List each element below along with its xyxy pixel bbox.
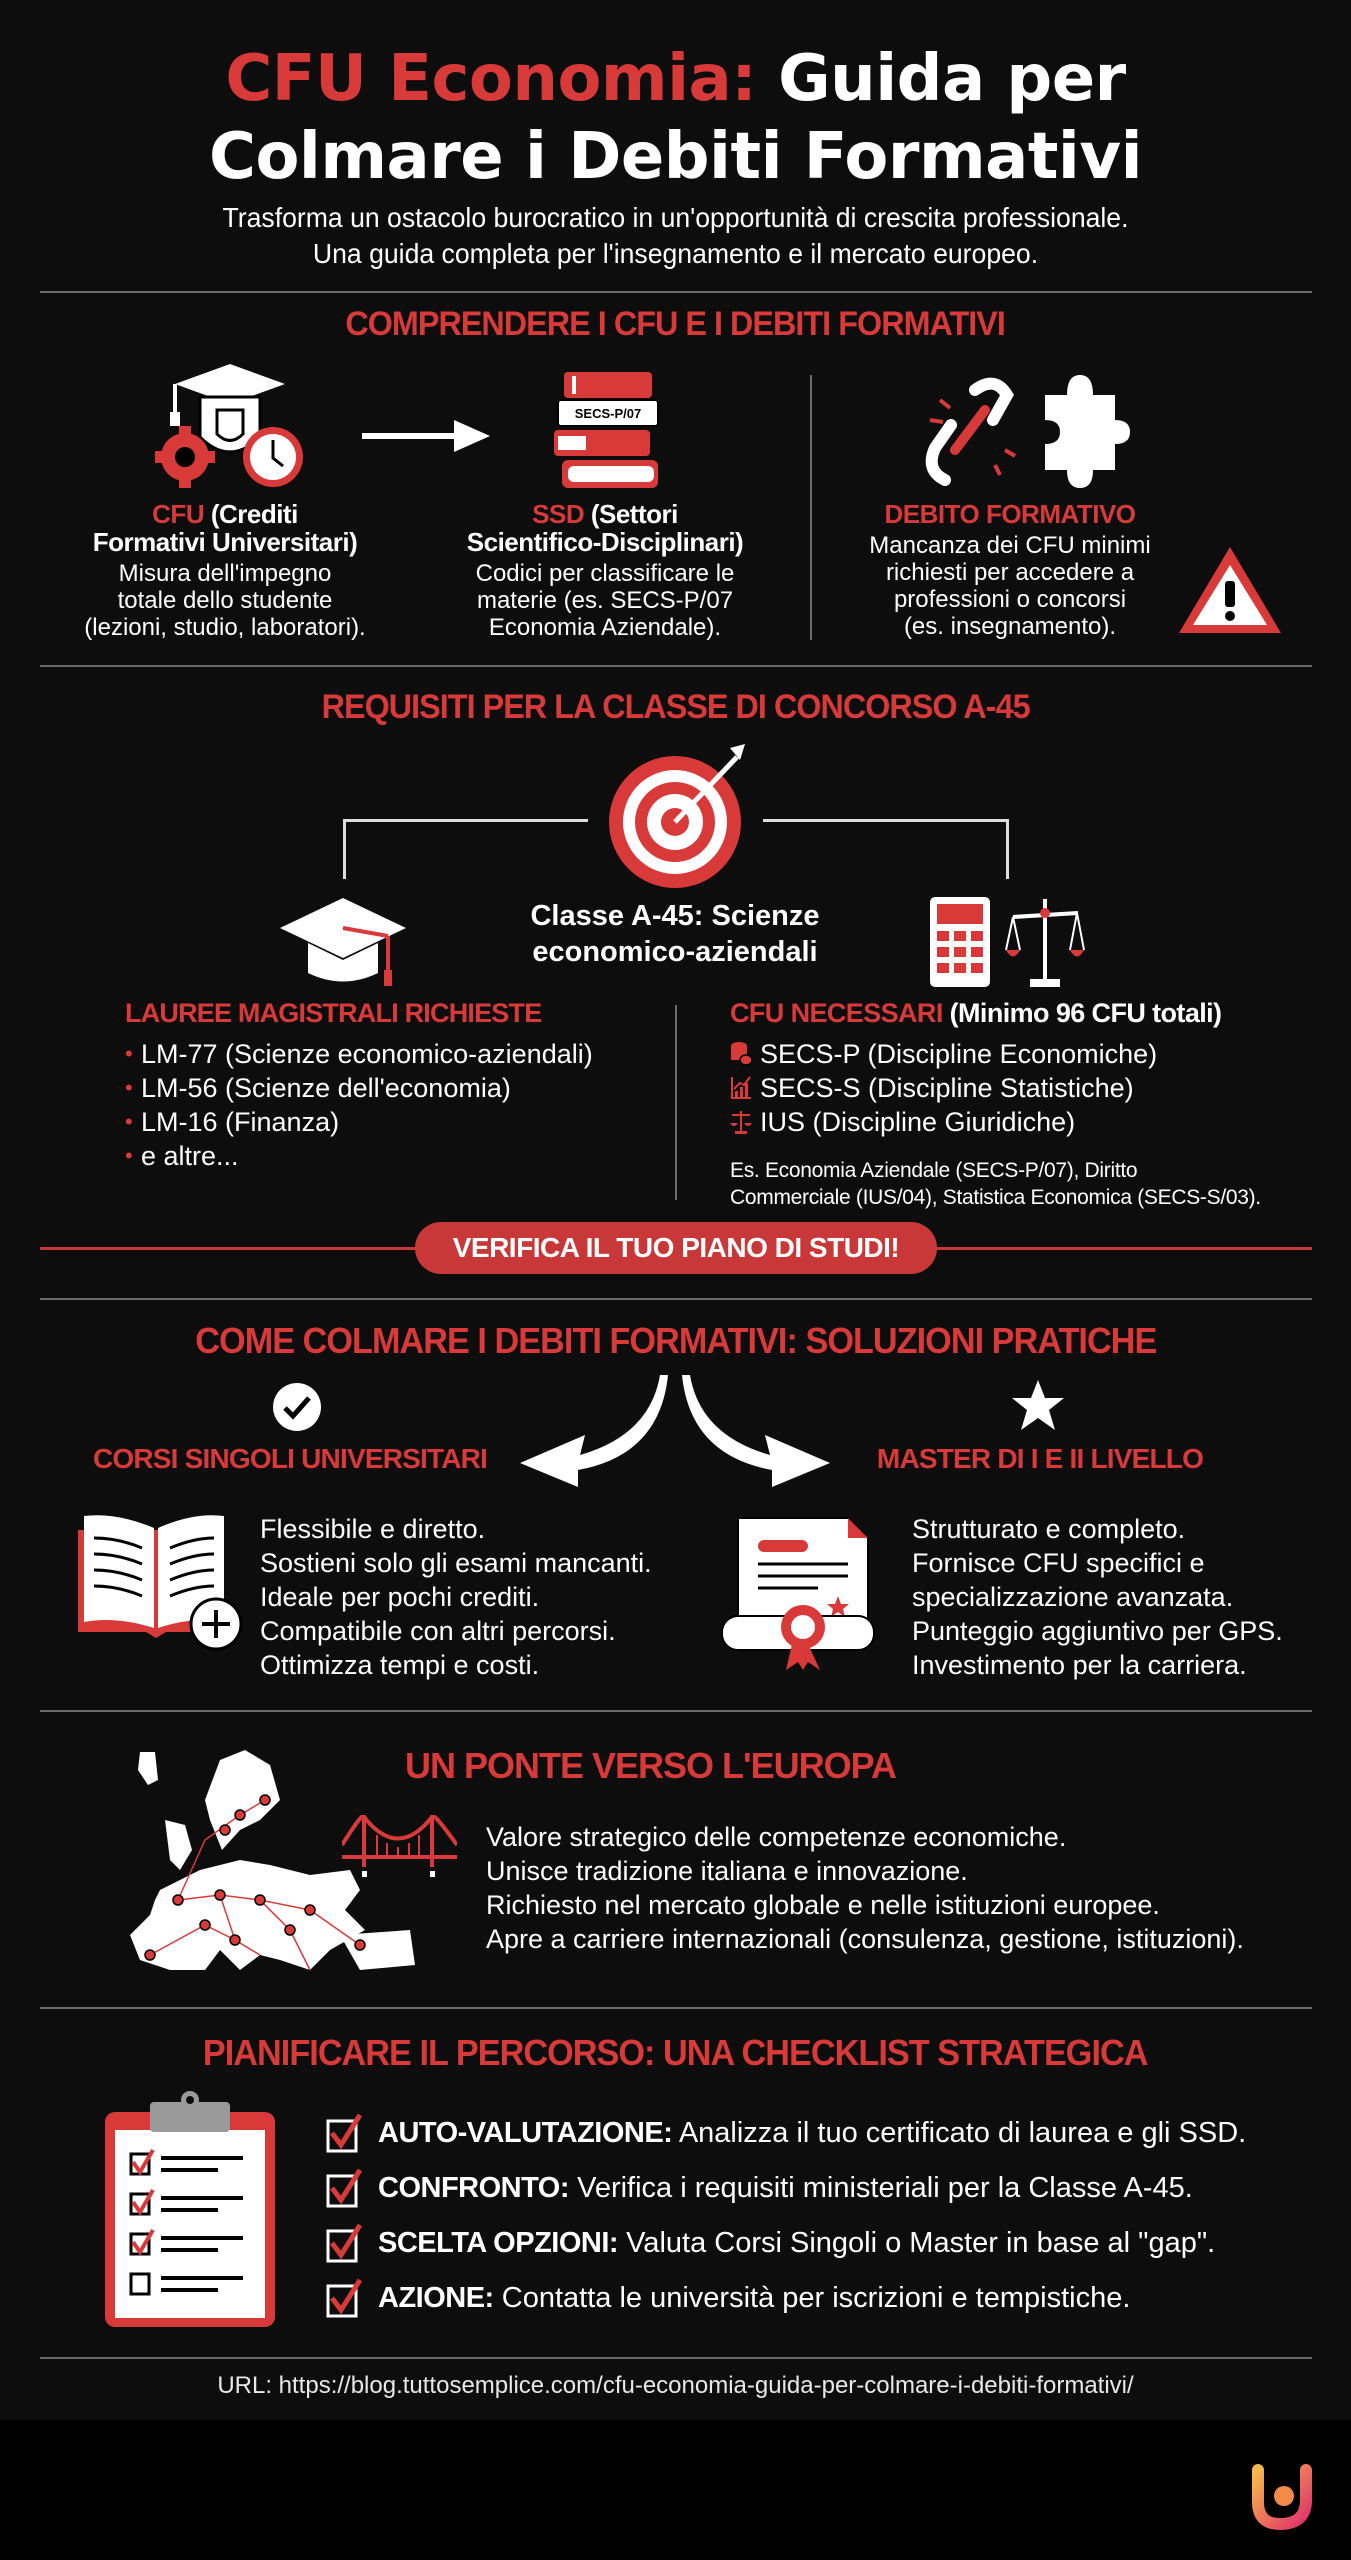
verify-study-plan-button[interactable]: VERIFICA IL TUO PIANO DI STUDI! <box>415 1222 937 1274</box>
checklist-item: SCELTA OPZIONI: Valuta Corsi Singoli o Master in base al "gap". <box>326 2223 1215 2263</box>
page-title: CFU Economia: Guida per Colmare i Debiti Formativi <box>208 42 1143 194</box>
connector-line <box>763 819 1008 822</box>
checkbox-checked-icon <box>326 2223 364 2263</box>
checklist-item: CONFRONTO: Verifica i requisiti ministeriali per la Classe A-45. <box>326 2168 1193 2208</box>
divider <box>40 2357 1312 2359</box>
divider-red <box>40 1247 420 1250</box>
bridge-icon <box>342 1815 457 1885</box>
lauree-panel: LAUREE MAGISTRALI RICHIESTE • LM-77 (Scienze economico-aziendali) • LM-56 (Scienze dell'economia) • LM-16 (Finanza) • e altre... <box>125 998 645 1173</box>
cfu-panel: CFU NECESSARI (Minimo 96 CFU totali) SECS-P (Discipline Economiche) SECS-S (Discipline Statistiche) IUS (Discipline Giuridiche) Es. Economia Aziendale (SECS-P/07), Diritto Commerciale (IUS/04), Statistica Economica (SECS-S/03). <box>730 998 1330 1211</box>
divider <box>40 2007 1312 2009</box>
checklist-item: AZIONE: Contatta le università per iscrizioni e tempistiche. <box>326 2278 1130 2318</box>
section-title-checklist: PIANIFICARE IL PERCORSO: UNA CHECKLIST STRATEGICA <box>203 2032 1148 2073</box>
corsi-singoli-details: Flessibile e diretto. Sostieni solo gli esami mancanti. Ideale per pochi crediti. Compatibile con altri percorsi. Ottimizza tempi e costi. <box>260 1514 652 1680</box>
checklist-item: AUTO-VALUTAZIONE: Analizza il tuo certificato di laurea e gli SSD. <box>326 2113 1246 2153</box>
list-item: SECS-P (Discipline Economiche) <box>730 1037 1330 1071</box>
checkbox-checked-icon <box>326 2168 364 2208</box>
books-stack-icon <box>552 368 664 494</box>
graduation-cap-icon <box>278 898 408 986</box>
page-subtitle: Trasforma un ostacolo burocratico in un'opportunità di crescita professionale. Una guida completa per l'insegnamento e il mercato europeo. <box>222 202 1129 269</box>
target-icon <box>605 742 755 892</box>
coins-icon <box>730 1041 752 1067</box>
list-item: • LM-77 (Scienze economico-aziendali) <box>125 1037 645 1071</box>
divider <box>40 291 1312 293</box>
source-url: URL: https://blog.tuttosemplice.com/cfu-economia-guida-per-colmare-i-debiti-formativi/ <box>217 2372 1134 2399</box>
class-a45-label: Classe A-45: Scienze economico-aziendali <box>530 900 820 968</box>
corsi-singoli-heading: CORSI SINGOLI UNIVERSITARI <box>92 1443 488 1474</box>
certificate-diploma-icon <box>718 1512 888 1672</box>
divider <box>40 1298 1312 1300</box>
master-details: Strutturato e completo. Fornisce CFU specifici e specializzazione avanzata. Punteggio aggiuntivo per GPS. Investimento per la carriera. <box>912 1514 1283 1680</box>
europe-details: Valore strategico delle competenze economiche. Unisce tradizione italiana e innovazione. Richiesto nel mercato globale e nelle istituzioni europee. Apre a carriere internazionali (consulenza, gestione, istituzioni). <box>486 1822 1244 1954</box>
ssd-definition: SSD (Settori Scientifico-Disciplinari) Codici per classificare le materie (es. SECS-P/07 Economia Aziendale). <box>466 499 744 641</box>
column-divider <box>675 1005 677 1200</box>
list-item: • LM-56 (Scienze dell'economia) <box>125 1071 645 1105</box>
graduation-gear-clock-icon <box>155 362 310 492</box>
check-circle-icon <box>272 1382 322 1432</box>
master-heading: MASTER DI I E II LIVELLO <box>876 1443 1204 1474</box>
connector-line <box>343 819 346 879</box>
tuttosemplice-logo-icon <box>1250 2462 1316 2532</box>
list-item: SECS-S (Discipline Statistiche) <box>730 1071 1330 1105</box>
debito-definition: DEBITO FORMATIVO Mancanza dei CFU minimi richiesti per accedere a professioni o concorsi (es. insegnamento). <box>869 499 1151 640</box>
column-divider <box>810 375 812 640</box>
clipboard-checklist-icon <box>103 2090 278 2330</box>
connector-line <box>343 819 588 822</box>
list-item: IUS (Discipline Giuridiche) <box>730 1105 1330 1139</box>
checkbox-checked-icon <box>326 2113 364 2153</box>
divider <box>40 665 1312 667</box>
section-title-cfu: COMPRENDERE I CFU E I DEBITI FORMATIVI <box>345 305 1006 343</box>
star-icon <box>1010 1378 1066 1434</box>
calculator-scales-icon <box>928 895 1088 990</box>
divider-red <box>932 1247 1312 1250</box>
warning-icon <box>1175 543 1285 638</box>
svg-text:SECS-P/07: SECS-P/07 <box>574 406 642 421</box>
chart-icon <box>730 1075 752 1101</box>
divider <box>40 1710 1312 1712</box>
open-book-plus-icon <box>76 1512 246 1652</box>
arrow-right-icon <box>362 418 492 454</box>
broken-chain-puzzle-icon <box>915 370 1135 490</box>
split-arrows-icon <box>520 1375 830 1487</box>
section-title-europe: UN PONTE VERSO L'EUROPA <box>405 1745 896 1786</box>
list-item: • e altre... <box>125 1139 645 1173</box>
checkbox-checked-icon <box>326 2278 364 2318</box>
section-title-solutions: COME COLMARE I DEBITI FORMATIVI: SOLUZIONI PRATICHE <box>194 1320 1157 1361</box>
connector-line <box>1006 819 1009 879</box>
list-item: • LM-16 (Finanza) <box>125 1105 645 1139</box>
cfu-definition: CFU (Crediti Formativi Universitari) Misura dell'impegno totale dello studente (lezioni, studio, laboratori). <box>84 499 366 641</box>
section-title-a45: REQUISITI PER LA CLASSE DI CONCORSO A-45 <box>321 688 1030 726</box>
scales-icon <box>730 1109 752 1135</box>
